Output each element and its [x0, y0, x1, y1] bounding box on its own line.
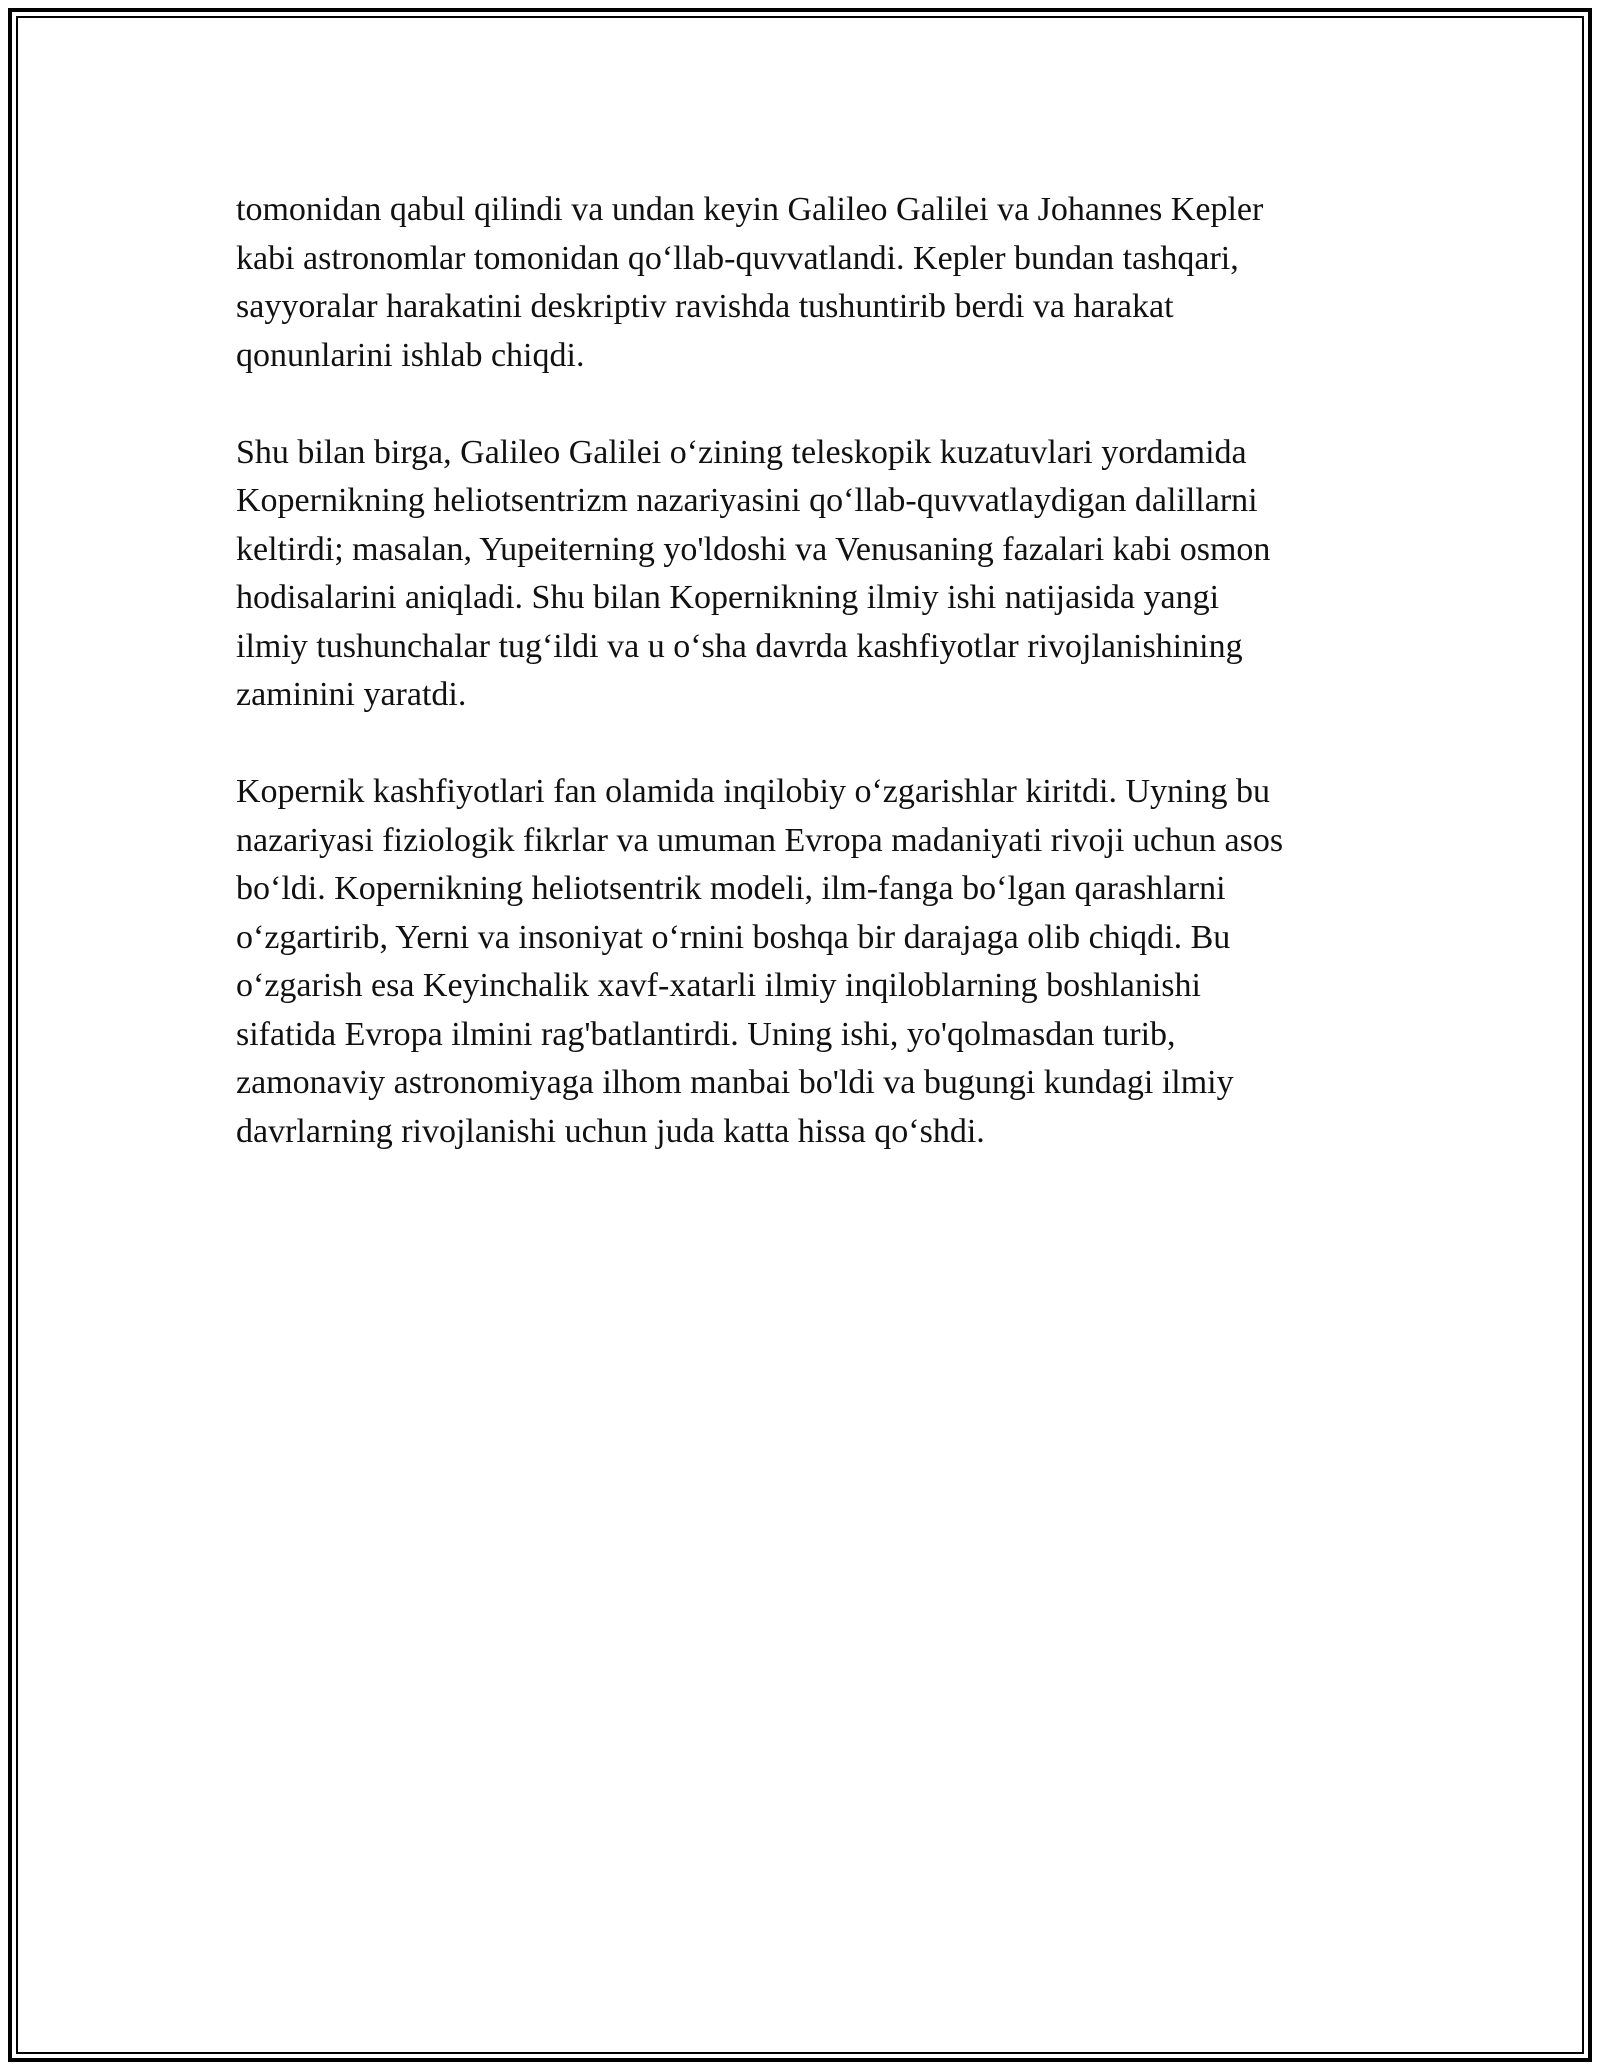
- text-line: keltirdi; masalan, Yupeiterning yo'ldoshi va Venusaning fazalari kabi osmon: [236, 530, 1271, 568]
- text-line: hodisalarini aniqladi. Shu bilan Kopernikning ilmiy ishi natijasida yangi: [236, 579, 1220, 616]
- text-line: kabi astronomlar tomonidan qo‘llab-quvvatlandi. Kepler bundan tashqari,: [236, 239, 1239, 277]
- text-line: Kopernik kashfiyotlari fan olamida inqilobiy o‘zgarishlar kiritdi. Uyning bu: [236, 773, 1270, 810]
- text-line: Shu bilan birga, Galileo Galilei o‘zining teleskopik kuzatuvlari yordamida: [236, 433, 1247, 471]
- text-line: qonunlarini ishlab chiqdi.: [236, 336, 585, 374]
- text-line: bo‘ldi. Kopernikning heliotsentrik modeli, ilm-fanga bo‘lgan qarashlarni: [236, 870, 1226, 907]
- text-line: zaminini yaratdi.: [236, 676, 467, 713]
- text-line: nazariyasi fiziologik fikrlar va umuman Evropa madaniyati rivoji uchun asos: [236, 821, 1284, 859]
- text-line: davrlarning rivojlanishi uchun juda katta hissa qo‘shdi.: [236, 1112, 985, 1150]
- document-body: [236, 186, 1396, 1205]
- text-line: tomonidan qabul qilindi va undan keyin Galileo Galilei va Johannes Kepler: [236, 191, 1264, 228]
- text-line: sayyoralar harakatini deskriptiv ravishda tushuntirib berdi va harakat: [236, 288, 1174, 325]
- text-line: o‘zgartirib, Yerni va insoniyat o‘rnini boshqa bir darajaga olib chiqdi. Bu: [236, 918, 1231, 956]
- paragraph-3: [236, 768, 1396, 1156]
- text-line: o‘zgarish esa Keyinchalik xavf-xatarli ilmiy inqiloblarning boshlanishi: [236, 967, 1201, 1004]
- text-line: ilmiy tushunchalar tug‘ildi va u o‘sha davrda kashfiyotlar rivojlanishining: [236, 627, 1243, 665]
- paragraph-2: [236, 429, 1396, 720]
- text-line: Kopernikning heliotsentrizm nazariyasini qo‘llab-quvvatlaydigan dalillarni: [236, 482, 1258, 519]
- text-line: sifatida Evropa ilmini rag'batlantirdi. Uning ishi, yo'qolmasdan turib,: [236, 1015, 1176, 1053]
- paragraph-1: [236, 186, 1396, 380]
- text-line: zamonaviy astronomiyaga ilhom manbai bo'ldi va bugungi kundagi ilmiy: [236, 1064, 1234, 1101]
